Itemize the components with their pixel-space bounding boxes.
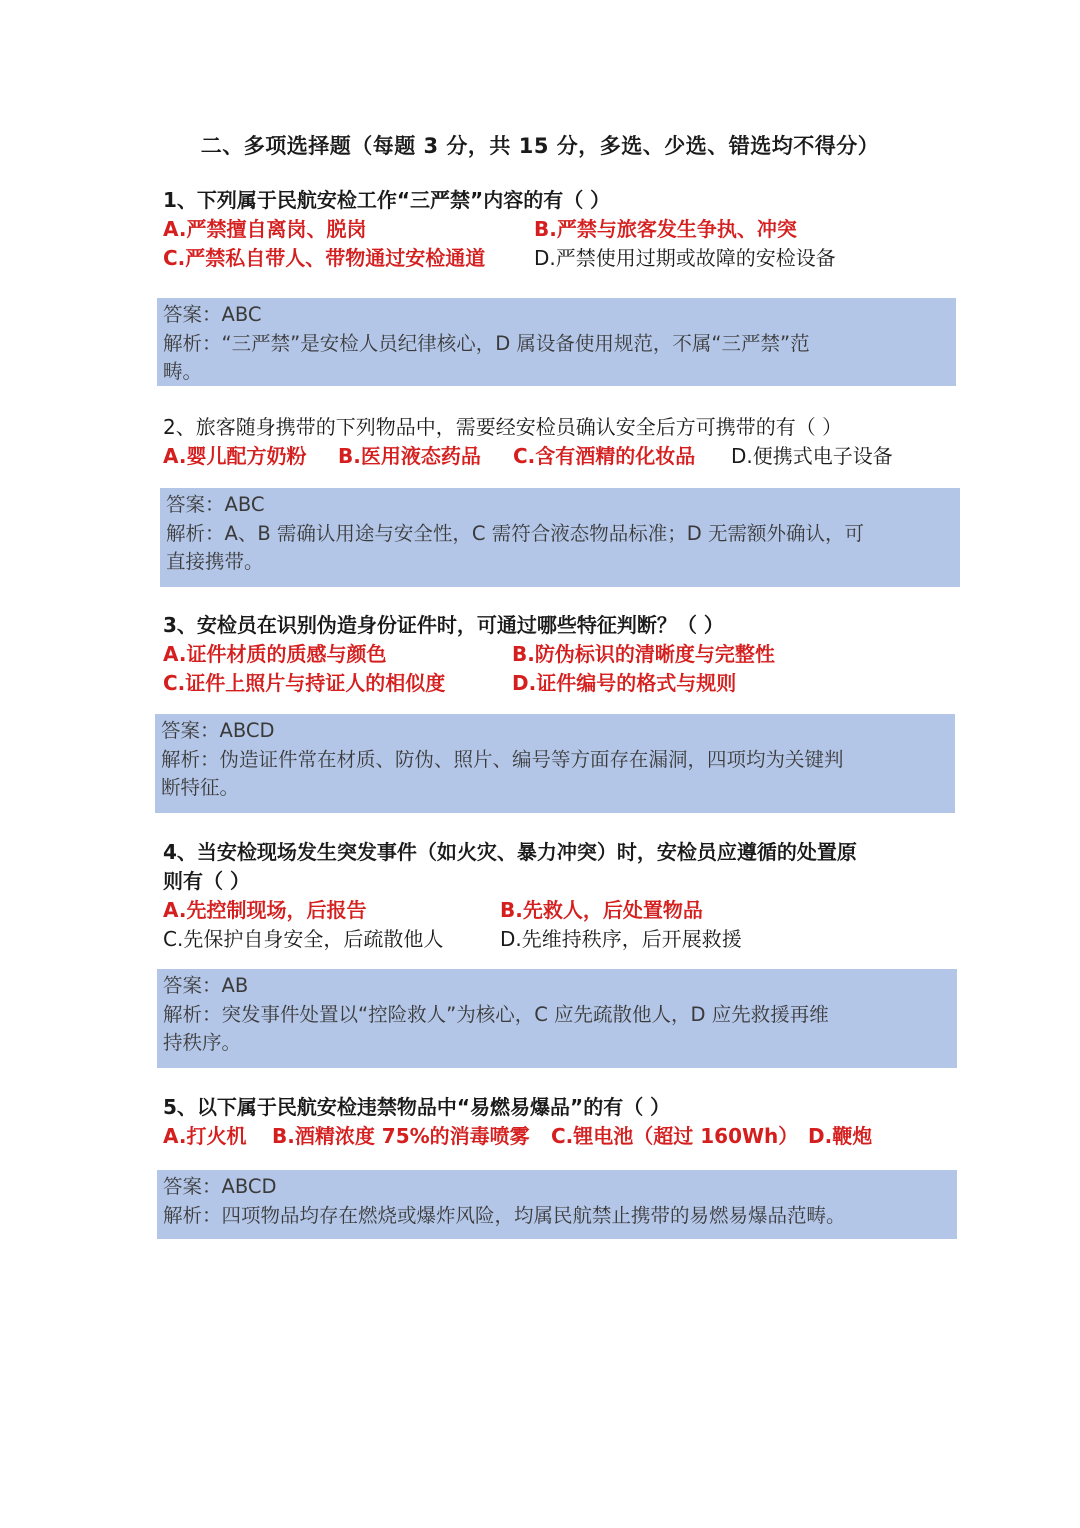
question-stem: 2、旅客随身携带的下列物品中，需要经安检员确认安全后方可携带的有（ ） — [163, 415, 843, 439]
analysis-text: A、B 需确认用途与安全性，C 需符合液态物品标准；D 无需额外确认，可 — [224, 521, 864, 545]
analysis-line — [163, 1001, 951, 1030]
question-1 — [163, 186, 943, 273]
analysis-line — [163, 330, 950, 359]
analysis-text: 伪造证件常在材质、防伪、照片、编号等方面存在漏洞，四项均为关键判 — [219, 747, 844, 771]
option-c: C.先保护自身安全，后疏散他人 — [163, 927, 444, 951]
analysis-prefix: 解析： — [163, 331, 222, 355]
option-row — [163, 442, 943, 471]
answer-prefix: 答案： — [166, 493, 225, 516]
analysis-prefix: 解析： — [163, 1002, 222, 1026]
answer-value: ABCD — [219, 719, 275, 742]
answer-prefix: 答案： — [163, 1175, 222, 1198]
option-b: B.医用液态药品 — [338, 444, 481, 468]
option-a: A.先控制现场，后报告 — [163, 898, 367, 922]
option-b: B.严禁与旅客发生争执、冲突 — [534, 217, 797, 241]
analysis-line: 断特征。 — [161, 776, 240, 799]
question-2 — [163, 413, 943, 471]
answer-line — [163, 972, 951, 1001]
question-3 — [163, 611, 943, 698]
option-d: D.严禁使用过期或故障的安检设备 — [534, 246, 836, 270]
option-c: C.含有酒精的化妆品 — [513, 444, 696, 468]
analysis-text: “三严禁”是安检人员纪律核心，D 属设备使用规范，不属“三严禁”范 — [221, 331, 810, 355]
option-b: B.防伪标识的清晰度与完整性 — [512, 642, 775, 666]
answer-line — [161, 717, 949, 746]
question-stem: 4、当安检现场发生突发事件（如火灾、暴力冲突）时，安检员应遵循的处置原 — [163, 840, 857, 864]
option-b: B.先救人，后处置物品 — [500, 898, 703, 922]
analysis-text: 四项物品均存在燃烧或爆炸风险，均属民航禁止携带的易燃易爆品范畴。 — [221, 1203, 846, 1227]
analysis-line — [161, 746, 949, 775]
option-row — [163, 669, 943, 698]
option-a: A.婴儿配方奶粉 — [163, 444, 307, 468]
answer-value: ABC — [221, 303, 262, 326]
analysis-line — [166, 520, 954, 549]
option-a: A.打火机 — [163, 1124, 247, 1148]
option-c: C.锂电池（超过 160Wh） — [551, 1124, 799, 1148]
answer-prefix: 答案： — [161, 719, 220, 742]
answer-prefix: 答案： — [163, 303, 222, 326]
question-stem: 1、下列属于民航安检工作“三严禁”内容的有（ ） — [163, 188, 611, 212]
section-title: 二、多项选择题（每题 3 分，共 15 分，多选、少选、错选均不得分） — [200, 134, 880, 158]
analysis-prefix: 解析： — [161, 747, 220, 771]
question-stem-cont: 则有（ ） — [163, 869, 250, 893]
analysis-line: 直接携带。 — [166, 550, 264, 573]
analysis-line: 持秩序。 — [163, 1031, 242, 1054]
analysis-prefix: 解析： — [166, 521, 225, 545]
answer-line — [163, 301, 950, 330]
question-stem: 5、以下属于民航安检违禁物品中“易燃易爆品”的有（ ） — [163, 1095, 671, 1119]
answer-line — [163, 1173, 951, 1202]
option-a: A.严禁擅自离岗、脱岗 — [163, 217, 367, 241]
answer-prefix: 答案： — [163, 974, 222, 997]
analysis-line: 畴。 — [163, 360, 203, 383]
option-row — [163, 896, 943, 925]
question-5 — [163, 1093, 943, 1151]
answer-box — [157, 969, 957, 1068]
answer-box — [157, 1170, 957, 1239]
question-stem: 3、安检员在识别伪造身份证件时，可通过哪些特征判断？（ ） — [163, 613, 724, 637]
answer-value: ABC — [224, 493, 265, 516]
answer-line — [166, 491, 954, 520]
option-row — [163, 244, 943, 273]
answer-value: AB — [221, 974, 249, 997]
option-b: B.酒精浓度 75%的消毒喷雾 — [272, 1124, 530, 1148]
analysis-line — [163, 1202, 951, 1231]
answer-box — [160, 488, 960, 587]
answer-box — [155, 714, 955, 813]
option-row — [163, 640, 943, 669]
option-row — [163, 215, 943, 244]
analysis-text: 突发事件处置以“控险救人”为核心，C 应先疏散他人，D 应先救援再维 — [221, 1002, 829, 1026]
question-4 — [163, 838, 943, 954]
option-d: D.证件编号的格式与规则 — [512, 671, 737, 695]
option-d: D.便携式电子设备 — [731, 444, 893, 468]
option-d: D.鞭炮 — [808, 1124, 873, 1148]
option-row — [163, 1122, 943, 1151]
analysis-prefix: 解析： — [163, 1203, 222, 1227]
option-row — [163, 925, 943, 954]
option-c: C.严禁私自带人、带物通过安检通道 — [163, 246, 486, 270]
answer-box — [157, 298, 956, 386]
option-d: D.先维持秩序，后开展救援 — [500, 927, 742, 951]
option-a: A.证件材质的质感与颜色 — [163, 642, 387, 666]
option-c: C.证件上照片与持证人的相似度 — [163, 671, 446, 695]
answer-value: ABCD — [221, 1175, 277, 1198]
